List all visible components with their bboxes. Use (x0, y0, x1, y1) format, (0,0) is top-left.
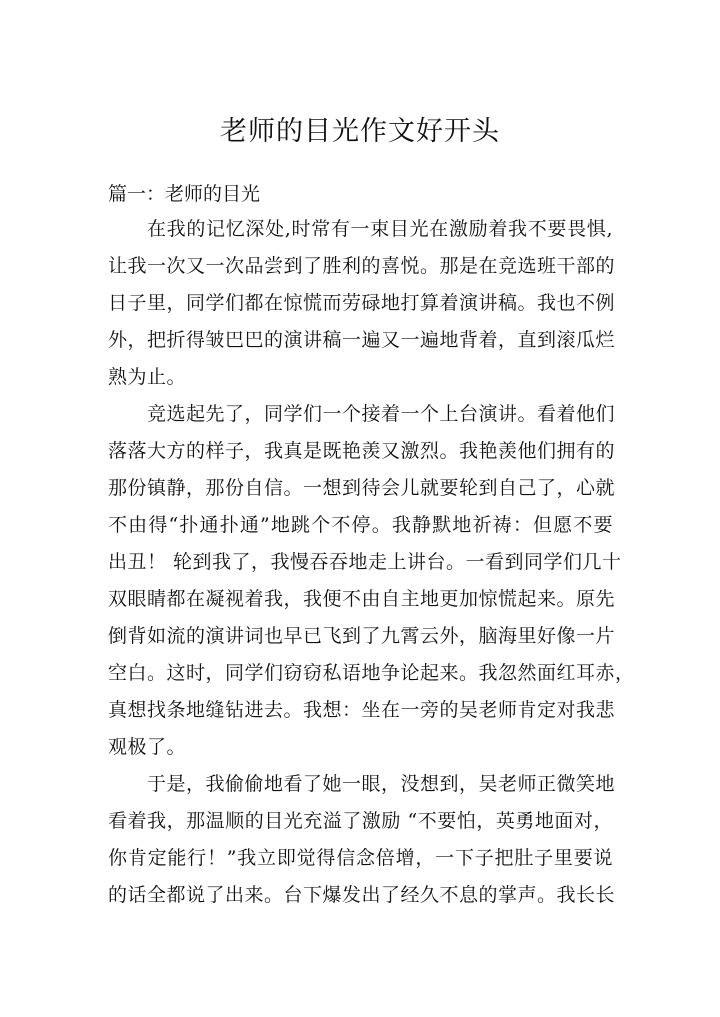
essay-line: 竞选起先了，同学们一个接着一个上台演讲。看着他们 (147, 403, 616, 425)
essay-line: 空白。这时，同学们窃窃私语地争论起来。我忽然面红耳赤， (108, 662, 635, 684)
document-title: 老师的目光作文好开头 (220, 116, 500, 147)
essay-line: 熟为止。 (108, 366, 187, 388)
essay-line: 双眼睛都在凝视着我，我便不由自主地更加惊慌起来。原先 (108, 588, 616, 610)
essay-line: 看着我，那温顺的目光充溢了激励 “不要怕，英勇地面对， (108, 810, 613, 832)
essay-line: 落落大方的样子，我真是既艳羡又激烈。我艳羡他们拥有的 (108, 440, 616, 462)
essay-line: 让我一次又一次品尝到了胜利的喜悦。那是在竞选班干部的 (108, 255, 616, 277)
essay-line: 观极了。 (108, 736, 187, 758)
essay-line: 在我的记忆深处,时常有一束目光在激励着我不要畏惧, (147, 218, 613, 240)
essay-body (108, 211, 635, 914)
essay-line: 日子里，同学们都在惊慌而劳碌地打算着演讲稿。我也不例 (108, 292, 616, 314)
essay-line: 那份镇静，那份自信。一想到待会儿就要轮到自己了，心就 (108, 477, 616, 499)
essay-line: 你肯定能行！”我立即觉得信念倍增，一下子把肚子里要说 (108, 847, 613, 869)
essay-line: 于是，我偷偷地看了她一眼，没想到，吴老师正微笑地 (147, 773, 616, 795)
essay-line: 倒背如流的演讲词也早已飞到了九霄云外，脑海里好像一片 (108, 625, 616, 647)
essay-line: 外，把折得皱巴巴的演讲稿一遍又一遍地背着，直到滚瓜烂 (108, 329, 616, 351)
essay-line: 出丑！ 轮到我了，我慢吞吞地走上讲台。一看到同学们几十 (108, 551, 622, 573)
essay-line: 的话全都说了出来。台下爆发出了经久不息的掌声。我长长 (108, 884, 616, 906)
section-heading: 篇一：老师的目光 (108, 183, 261, 205)
essay-line: 不由得“扑通扑通”地跳个不停。我静默地祈祷：但愿不要 (108, 514, 613, 536)
essay-line: 真想找条地缝钻进去。我想：坐在一旁的吴老师肯定对我悲 (108, 699, 616, 721)
